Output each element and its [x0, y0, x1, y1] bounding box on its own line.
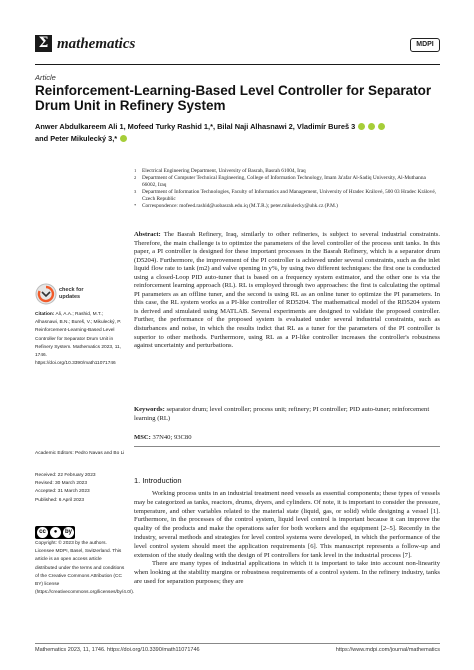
check-updates-icon: [35, 283, 57, 305]
citation-text: Ali, A.A.; Rashid, M.T.; Alhasnawi, B.N.; Bureš, V.; Mikulecký, P. Reinforcement-Learning-Based Level Controller for Separator Drum Unit in Refinery System. Mathematics 2023, 11, 1746. https://doi.org/10.3390/math11071746: [35, 312, 122, 367]
publication-dates: [35, 472, 125, 505]
footer-divider: [35, 643, 440, 644]
author-list: [35, 121, 440, 145]
affiliation-item: 2 Department of Computer Technical Engineering, College of Information Technology, Imam Ja'afar Al-Sadiq University, Al-Muthanna 66002, Iraq: [134, 175, 426, 188]
paragraph: Working process units in an industrial treatment need vessels as essential components; these types of vessels may be categorized as tanks, reactors, drums, dryers, and cylinders. Of note, it is important to consider the pressure, temperature, and other variables related to the material state (liquid, gas, or solid) while designing a vessel [1]. Furthermore, in the processes of the control system, liquid level control is important because it can improve the quality of the products and make the operations safer for both workers and the equipment [2–5]. Recently in the industry, several methods and strategies for level control systems were developed, in which the performance of the level control system should meet the application requirements [6]. This manuscript represents a follow-up and extension of the study dealing with the design of PI controllers for tank level in the industrial process [7].: [134, 490, 440, 559]
check-for-updates-button[interactable]: check for updates: [35, 283, 97, 307]
orcid-icon[interactable]: [368, 123, 375, 130]
citation-block: [35, 311, 125, 368]
orcid-icon[interactable]: [358, 123, 365, 130]
msc-text: 37N40; 93C80: [152, 434, 192, 441]
authors-line-1: Anwer Abdulkareem Ali 1, Mofeed Turky Rashid 1,*, Bilal Naji Alhasnawi 2, Vladimír Bureš 3: [35, 122, 356, 131]
authors-line-2: and Peter Mikulecký 3,*: [35, 134, 118, 143]
abstract-label: Abstract:: [134, 231, 161, 238]
cc-license-icon[interactable]: cc ● by: [35, 526, 75, 539]
section-divider: [134, 446, 440, 447]
date-accepted: Accepted: 31 March 2023: [35, 489, 90, 495]
paragraph: There are many types of industrial applications in which it is important to take into account non-linearity when looking at the stability margins or robustness requirements of a control system. In the refinery industry, tanks are used for separation purposes; they are: [134, 560, 440, 585]
footer-journal-link[interactable]: https://www.mdpi.com/journal/mathematics: [335, 647, 440, 653]
journal-logo: Σ: [35, 35, 52, 52]
affiliations: [134, 168, 440, 210]
orcid-icon[interactable]: [120, 135, 127, 142]
introduction-body: [134, 490, 440, 587]
date-revised: Revised: 30 March 2023: [35, 481, 87, 487]
affiliation-item: 3 Department of Information Technologies, Faculty of Informatics and Management, University of Hradec Králové, 500 03 Hradec Králové, Czech Republic: [134, 189, 436, 202]
keywords: [134, 406, 440, 423]
license-text: Copyright: © 2023 by the authors. Licensee MDPI, Basel, Switzerland. This article is an open access article distributed under the terms and conditions of the Creative Commons Attribution (CC BY) license (https://creativecommons.org/licenses/by/4.0/).: [35, 541, 135, 596]
abstract: [134, 231, 440, 351]
abstract-text: The Basrah Refinery, Iraq, similarly to other refineries, is subject to several industrial constraints. Therefore, the main challenge is to optimize the parameters of the level controller of the process unit tanks. In this paper, a PI controller is designed for these important processes in the Basrah Refinery, which is a separator drum (D5204). Furthermore, the improvement of the PI controller is achieved under several constraints, such as the inlet liquid flow rate to tank (m2) and valve opening in y%, by using two different techniques: the first one is conducted using a closed-Loop PID auto-tuner that is based on a frequency system estimator, and the other one is via the reinforcement learning approach (RL). RL is employed through two approaches: the first is calculating the optimal PI parameters as an offline tuner, and the second is using RL as an online tuner to optimize the PI parameters. In this case, the RL system works as a PI-like controller of RD5204. The mathematical model of the RD5204 system is derived and simulated using MATLAB. Several experiments are designed to validate the proposed controller. Further, the performance of the proposed system is evaluated under several industrial constraints, such as disturbances and noise, in which the results indict that RL as a tuner for the parameters of the PI controller is superior to other methods. Furthermore, using RL as a PI-like controller increases the controller's robustness against uncertainty and perturbations.: [134, 231, 441, 350]
date-published: Published: 6 April 2023: [35, 497, 85, 503]
msc-codes: [134, 434, 440, 441]
msc-label: MSC:: [134, 434, 151, 441]
mdpi-logo[interactable]: MDPI: [410, 38, 440, 52]
footer-citation[interactable]: Mathematics 2023, 11, 1746. https://doi.org/10.3390/math11071746: [35, 647, 200, 653]
orcid-icon[interactable]: [378, 123, 385, 130]
keywords-label: Keywords:: [134, 406, 165, 413]
article-type: Article: [35, 73, 56, 82]
affiliation-item: 1 Electrical Engineering Department, University of Basrah, Basrah 61004, Iraq: [134, 168, 306, 174]
citation-label: Citation:: [35, 312, 55, 317]
academic-editors: [35, 450, 125, 458]
section-heading: 1. Introduction: [134, 476, 182, 485]
keywords-text: separator drum; level controller; process unit; refinery; PI controller; PID auto-tuner; reinforcement learning (RL): [134, 406, 430, 422]
article-title: Reinforcement-Learning-Based Level Controller for Separator Drum Unit in Refinery System: [35, 83, 432, 113]
date-received: Received: 22 February 2023: [35, 473, 96, 478]
editor-text: Pedro Navas and Bo Li: [75, 451, 125, 456]
editor-label: Academic Editors:: [35, 451, 74, 456]
correspondence: * Correspondence: mofeed.rashid@uobasrah.edu.iq (M.T.R.); peter.mikulecky@uhk.cz (P.M.): [134, 203, 338, 209]
journal-name[interactable]: mathematics: [57, 36, 136, 52]
header-divider: [35, 64, 440, 65]
